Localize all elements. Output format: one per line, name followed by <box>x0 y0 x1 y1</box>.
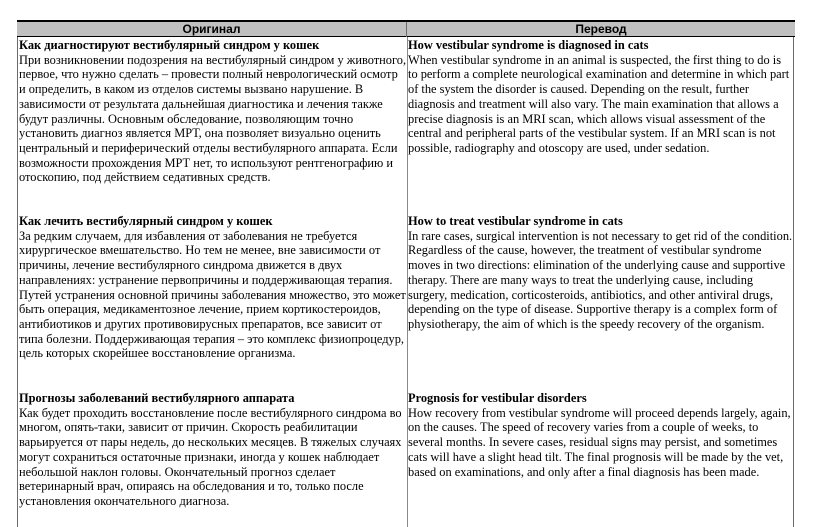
translation-section-body: When vestibular syndrome in an animal is suspected, the first thing to do is to perform a complete neurological examination and determine in which part of the system the disorder is caused. Depending on the result, further diagnosis and treatment will also vary. The main examination that allows a precise diagnosis is an MRI scan, which allows visual assessment of the central and peripheral parts of the vestibular system. If an MRI scan is not possible, radiography and otoscopy are used, under sedation. <box>408 52 790 155</box>
original-section-body: За редким случаем, для избавления от заболевания не требуется хирургическое вмешательство. Но тем не менее, вне зависимости от причины, лечение вестибулярного синдрома движется в двух направлениях: устранение первопричины и поддерживающая терапия. Путей устранения основной причины заболевания множество, это может быть операция, медикаментозное лечение, прием кортикостероидов, антибиотиков и других противовирусных препаратов, все зависит от типа болезни. Поддерживающая терапия – это комплекс физиопроцедур, цель которых скорейшее восстановление организма. <box>19 228 406 361</box>
original-section-diagnosis <box>19 38 407 185</box>
original-section-body: При возникновении подозрения на вестибулярный синдром у животного, первое, что нужно сделать – провести полный неврологический осмотр и определить, в каком из отделов системы вызвано нарушение. В зависимости от результата дальнейшая диагностика и лечения также будут различны. Основным обследование, позволяющим точно установить диагноз является МРТ, она позволяет визуально оценить центральный и периферический отделы вестибулярного аппарата. Если возможности прохождения МРТ нет, то используют рентгенографию и отоскопию, под действием седативных средств. <box>19 52 407 185</box>
original-section-title: Прогнозы заболеваний вестибулярного аппарата <box>19 391 295 405</box>
translation-section-prognosis <box>408 391 793 479</box>
original-section-prognosis <box>19 391 407 509</box>
translation-section-body: How recovery from vestibular syndrome will proceed depends largely, again, on the causes. The speed of recovery varies from a couple of weeks, to several months. In severe cases, residual signs may persist, and sometimes cats will have a slight head tilt. The final prognosis will be made by the vet, based on examinations, and only after a final diagnosis has been made. <box>408 405 791 479</box>
translation-section-treatment <box>408 214 793 332</box>
translation-section-title: How vestibular syndrome is diagnosed in cats <box>408 38 649 52</box>
translation-section-body: In rare cases, surgical intervention is not necessary to get rid of the condition. Regardless of the cause, however, the treatment of vestibular syndrome moves in two directions: elimination of the underlying cause and supportive therapy. There are many ways to treat the underlying cause, including surgery, medication, corticosteroids, antibiotics, and other antiviral drugs, depending on the type of disease. Supportive therapy is a complex form of physiotherapy, the aim of which is the speedy recovery of the organism. <box>408 228 793 331</box>
original-section-title: Как диагностируют вестибулярный синдром у кошек <box>19 38 320 52</box>
translation-section-title: How to treat vestibular syndrome in cats <box>408 214 623 228</box>
original-section-body: Как будет проходить восстановление после вестибулярного синдрома во многом, опять-таки, зависит от причин. Скорость реабилитации варьируется от пары недель, до нескольких месяцев. В тяжелых случаях могут сохраниться остаточные признаки, иногда у кошек наблюдает небольшой наклон головы. Окончательный прогноз сделает ветеринарный врач, опираясь на обследования и то, только после установления окончательного диагноза. <box>19 405 402 508</box>
header-translation[interactable]: Перевод <box>575 22 627 36</box>
original-section-treatment <box>19 214 407 361</box>
translation-section-diagnosis <box>408 38 793 156</box>
header-original[interactable]: Оригинал <box>17 22 407 37</box>
original-section-title: Как лечить вестибулярный синдром у кошек <box>19 214 273 228</box>
table-header-row <box>17 20 795 37</box>
translation-section-title: Prognosis for vestibular disorders <box>408 391 587 405</box>
translation-table <box>17 20 794 527</box>
